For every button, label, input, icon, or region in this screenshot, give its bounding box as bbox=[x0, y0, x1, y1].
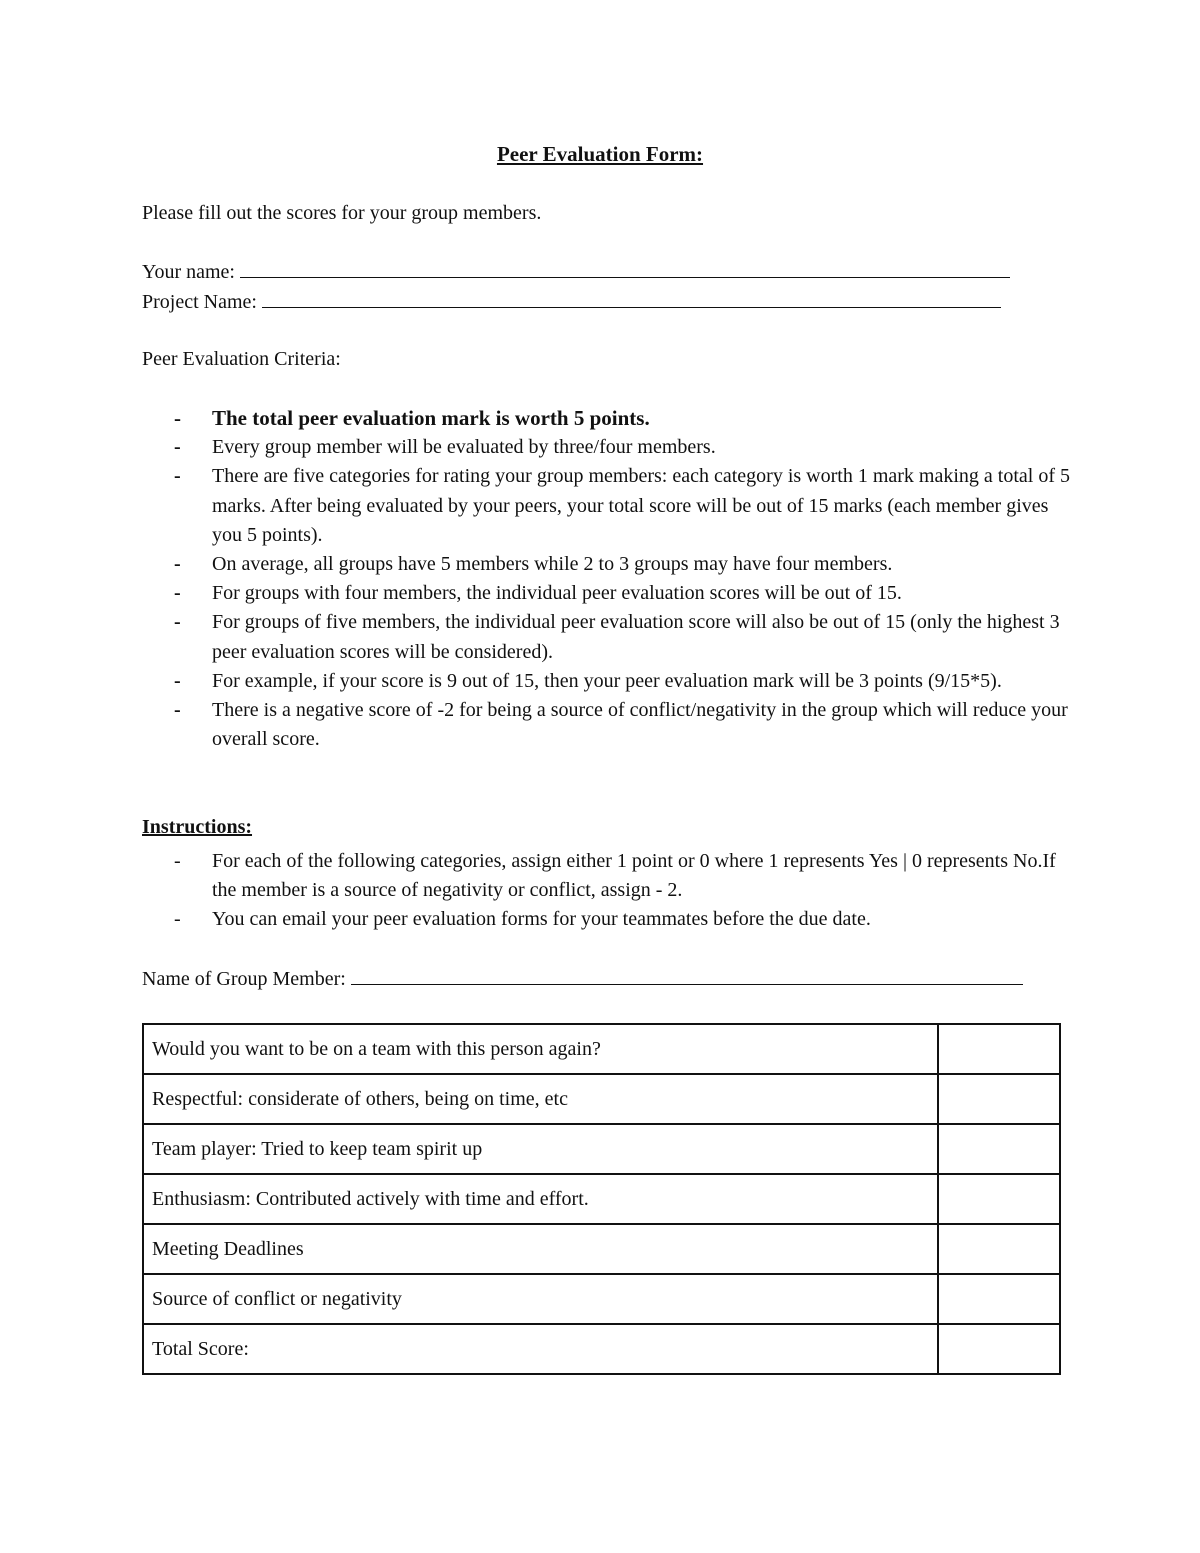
bullet-icon: - bbox=[174, 850, 181, 872]
bullet-icon: - bbox=[174, 465, 181, 488]
evaluation-table bbox=[142, 1023, 1061, 1375]
score-cell[interactable] bbox=[938, 1174, 1060, 1224]
instruction-item: - For each of the following categories, assign either 1 point or 0 where 1 represents Yes | 0 represents No.If the member is a source of negativity or conflict, assign - 2. bbox=[142, 847, 1072, 905]
bullet-icon: - bbox=[174, 436, 181, 459]
group-member-field[interactable] bbox=[351, 964, 1023, 985]
bullet-icon: - bbox=[174, 699, 181, 722]
criteria-list bbox=[142, 404, 1072, 754]
score-cell[interactable] bbox=[938, 1024, 1060, 1074]
score-cell[interactable] bbox=[938, 1224, 1060, 1274]
score-cell[interactable] bbox=[938, 1124, 1060, 1174]
score-cell[interactable] bbox=[938, 1274, 1060, 1324]
table-row bbox=[143, 1074, 1060, 1124]
bullet-icon: - bbox=[174, 669, 181, 692]
criterion-cell: Meeting Deadlines bbox=[143, 1224, 938, 1274]
criteria-heading: Peer Evaluation Criteria: bbox=[142, 348, 341, 370]
criterion-cell: Source of conflict or negativity bbox=[143, 1274, 938, 1324]
page-title: Peer Evaluation Form: bbox=[496, 142, 704, 166]
criteria-item: - The total peer evaluation mark is worth 5 points. bbox=[142, 404, 1072, 433]
your-name-row bbox=[142, 257, 1010, 287]
bullet-icon: - bbox=[174, 611, 181, 634]
your-name-label: Your name: bbox=[142, 261, 235, 283]
group-member-label: Name of Group Member: bbox=[142, 968, 346, 990]
instructions-heading: Instructions: bbox=[142, 816, 253, 838]
instructions-list bbox=[142, 847, 1072, 935]
criterion-cell: Total Score: bbox=[143, 1324, 938, 1374]
criteria-item: - For groups of five members, the individual peer evaluation score will also be out of 15 (only the highest 3 peer evaluation scores will be considered). bbox=[142, 608, 1072, 666]
bullet-icon: - bbox=[174, 582, 181, 605]
project-name-label: Project Name: bbox=[142, 291, 257, 313]
table-row bbox=[143, 1024, 1060, 1074]
table-row bbox=[143, 1174, 1060, 1224]
bullet-icon: - bbox=[174, 908, 181, 931]
project-name-row bbox=[142, 287, 1001, 317]
criterion-cell: Enthusiasm: Contributed actively with time and effort. bbox=[143, 1174, 938, 1224]
total-score-cell[interactable] bbox=[938, 1324, 1060, 1374]
table-row bbox=[143, 1324, 1060, 1374]
score-cell[interactable] bbox=[938, 1074, 1060, 1124]
bullet-icon: - bbox=[174, 553, 181, 576]
group-member-row bbox=[142, 964, 1023, 994]
project-name-field[interactable] bbox=[262, 287, 1001, 308]
criteria-item: - On average, all groups have 5 members while 2 to 3 groups may have four members. bbox=[142, 550, 1072, 579]
criterion-cell: Team player: Tried to keep team spirit up bbox=[143, 1124, 938, 1174]
criterion-cell: Would you want to be on a team with this person again? bbox=[143, 1024, 938, 1074]
criteria-item: - For groups with four members, the individual peer evaluation scores will be out of 15. bbox=[142, 579, 1072, 608]
criteria-item: - Every group member will be evaluated by three/four members. bbox=[142, 433, 1072, 462]
intro-text: Please fill out the scores for your group members. bbox=[142, 202, 542, 224]
table-row bbox=[143, 1274, 1060, 1324]
table-row bbox=[143, 1224, 1060, 1274]
criteria-item: - There are five categories for rating your group members: each category is worth 1 mark making a total of 5 marks. After being evaluated by your peers, your total score will be out of 15 marks (each member gives you 5 points). bbox=[142, 462, 1072, 550]
bullet-icon: - bbox=[174, 406, 181, 430]
your-name-field[interactable] bbox=[240, 257, 1010, 278]
criteria-item: - There is a negative score of -2 for being a source of conflict/negativity in the group which will reduce your overall score. bbox=[142, 696, 1072, 754]
instruction-item: - You can email your peer evaluation forms for your teammates before the due date. bbox=[142, 905, 1072, 934]
criteria-item: - For example, if your score is 9 out of 15, then your peer evaluation mark will be 3 points (9/15*5). bbox=[142, 667, 1072, 696]
table-row bbox=[143, 1124, 1060, 1174]
criterion-cell: Respectful: considerate of others, being on time, etc bbox=[143, 1074, 938, 1124]
